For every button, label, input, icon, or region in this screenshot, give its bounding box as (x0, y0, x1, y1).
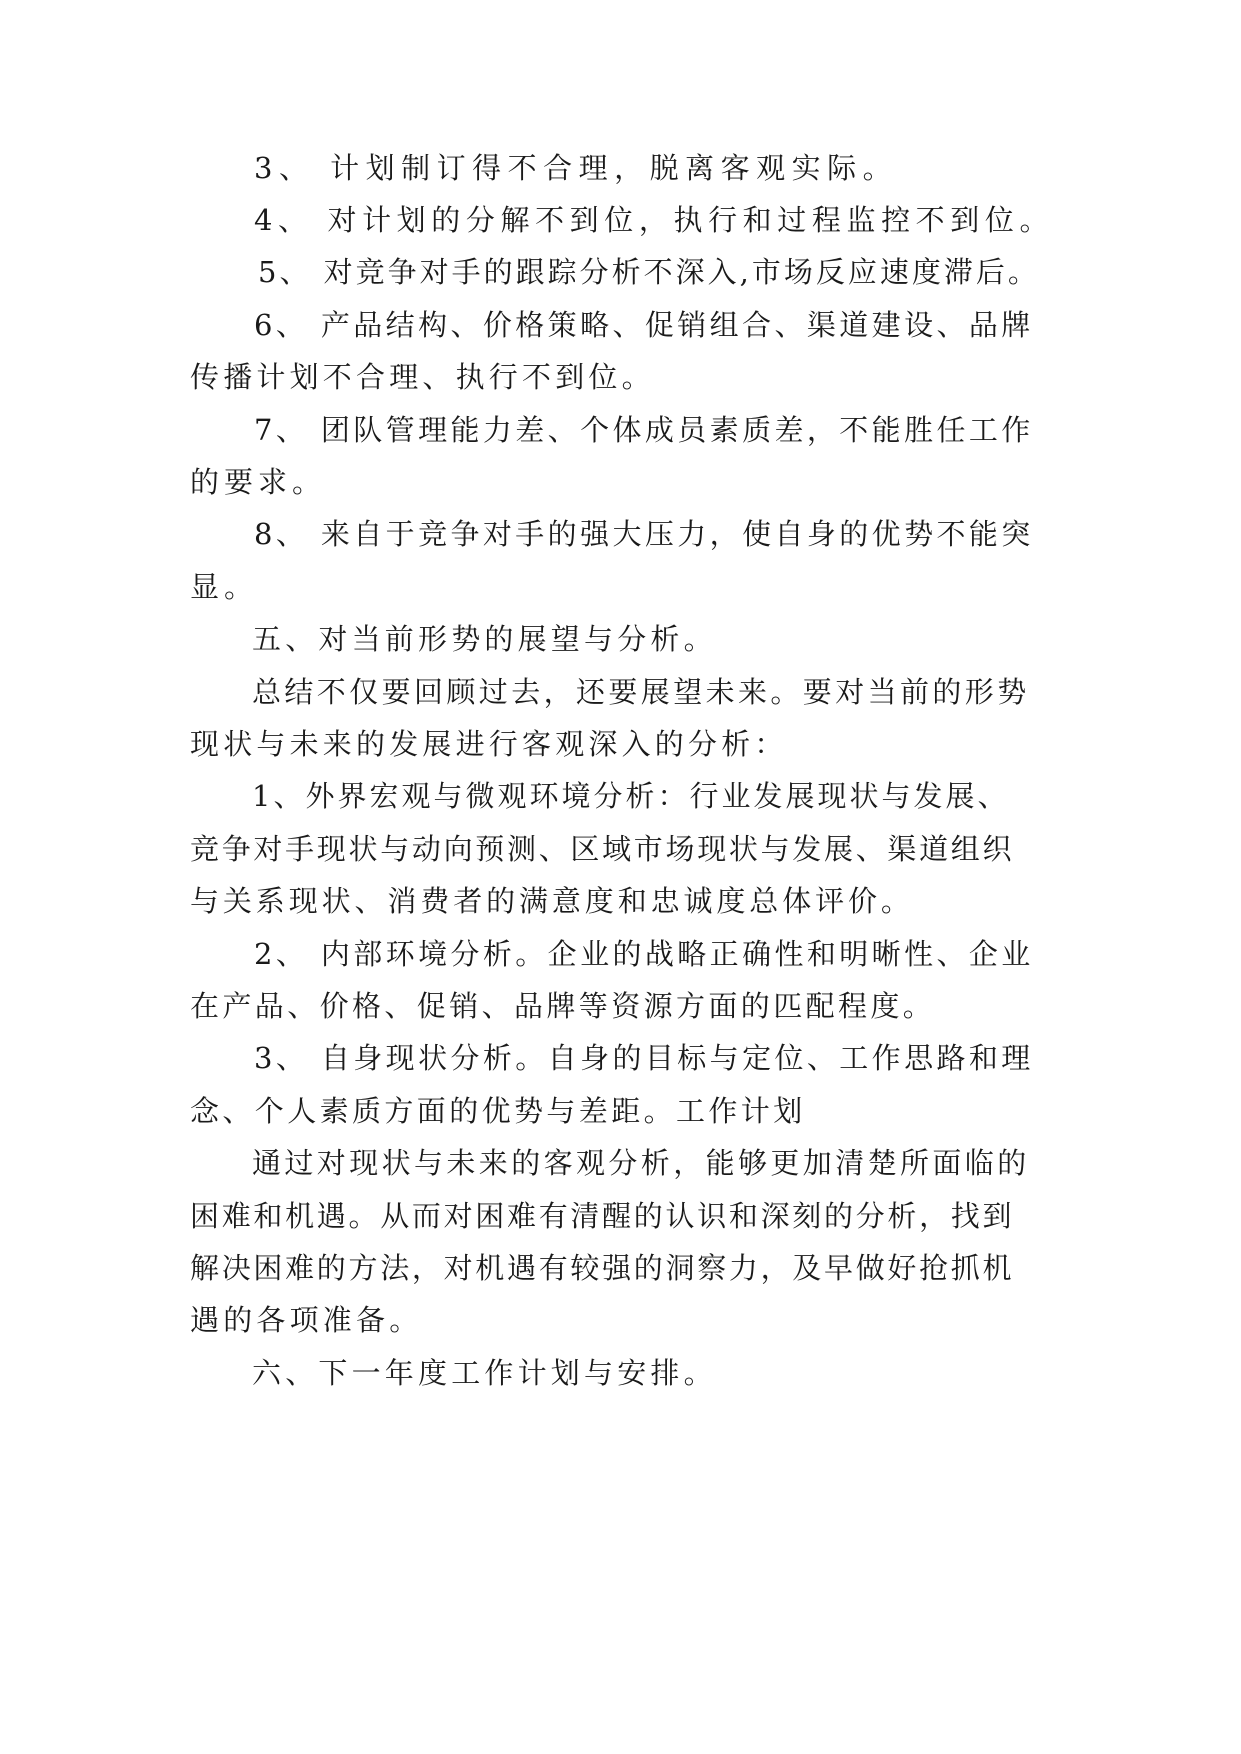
analysis-item-3: 3、 自身现状分析。自身的目标与定位、工作思路和理 (254, 1041, 1034, 1075)
analysis-item-1: 1、外界宏观与微观环境分析：行业发展现状与发展、 (252, 779, 1010, 813)
analysis-item-1-continued: 竞争对手现状与动向预测、区域市场现状与发展、渠道组织 (190, 832, 1015, 866)
paragraph-conclusion: 通过对现状与未来的客观分析，能够更加清楚所面临的 (252, 1146, 1030, 1180)
list-item-4: 4、 对计划的分解不到位，执行和过程监控不到位。 (254, 203, 1055, 237)
list-item-8: 8、 来自于竞争对手的强大压力，使自身的优势不能突 (254, 517, 1034, 551)
list-item-6: 6、 产品结构、价格策略、促销组合、渠道建设、品牌 (254, 308, 1034, 342)
section-heading-5: 五、对当前形势的展望与分析。 (252, 622, 717, 656)
paragraph-summary: 总结不仅要回顾过去，还要展望未来。要对当前的形势 (252, 675, 1030, 709)
analysis-item-3-continued: 念、个人素质方面的优势与差距。工作计划 (190, 1094, 806, 1128)
list-item-5: 5、 对竞争对手的跟踪分析不深入,市场反应速度滞后。 (258, 255, 1040, 289)
list-item-7: 7、 团队管理能力差、个体成员素质差，不能胜任工作 (254, 413, 1034, 447)
section-heading-6: 六、下一年度工作计划与安排。 (252, 1356, 717, 1390)
list-item-8-continued: 显。 (190, 570, 259, 604)
paragraph-summary-continued: 现状与未来的发展进行客观深入的分析： (190, 727, 788, 761)
paragraph-conclusion-continued: 困难和机遇。从而对困难有清醒的认识和深刻的分析，找到 (190, 1199, 1015, 1233)
paragraph-conclusion-continued-3: 遇的各项准备。 (190, 1303, 423, 1337)
list-item-3: 3、 计划制订得不合理，脱离客观实际。 (254, 151, 899, 185)
paragraph-conclusion-continued-2: 解决困难的方法，对机遇有较强的洞察力，及早做好抢抓机 (190, 1251, 1015, 1285)
analysis-item-2-continued: 在产品、价格、促销、品牌等资源方面的匹配程度。 (190, 989, 936, 1023)
analysis-item-2: 2、 内部环境分析。企业的战略正确性和明晰性、企业 (254, 937, 1034, 971)
analysis-item-1-continued-2: 与关系现状、消费者的满意度和忠诚度总体评价。 (190, 884, 914, 918)
list-item-6-continued: 传播计划不合理、执行不到位。 (190, 360, 655, 394)
list-item-7-continued: 的要求。 (190, 465, 327, 499)
